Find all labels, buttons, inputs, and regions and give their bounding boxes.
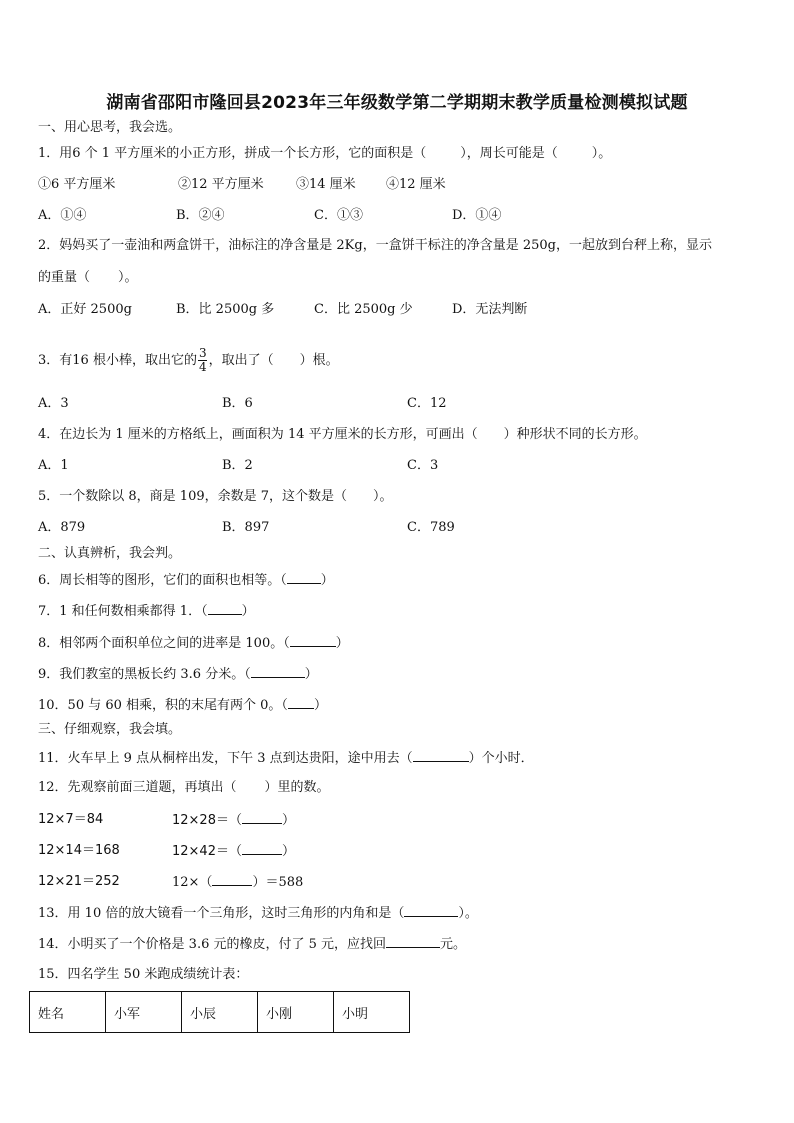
q1-item-1: ①6 平方厘米 bbox=[38, 177, 116, 192]
page-title: 湖南省邵阳市隆回县2023年三年级数学第二学期期末教学质量检测模拟试题 bbox=[106, 93, 688, 113]
q1-option-a[interactable]: A．①④ bbox=[38, 208, 87, 223]
q7-stem: 7．1 和任何数相乘都得 1．（ bbox=[38, 604, 208, 619]
q14-stem-b: 元。 bbox=[440, 937, 467, 952]
q3-option-c[interactable]: C．12 bbox=[407, 396, 447, 411]
q13-answer-blank[interactable] bbox=[404, 904, 458, 917]
section-2-heading: 二、认真辨析，我会判。 bbox=[38, 546, 182, 561]
q3-stem-a: 3．有16 根小棒，取出它的 bbox=[38, 353, 197, 368]
q8-end: ） bbox=[335, 636, 349, 651]
q12-fill-1-a: 12×28＝（ bbox=[172, 813, 242, 828]
q2-option-d[interactable]: D．无法判断 bbox=[452, 302, 528, 317]
q4-option-b[interactable]: B．2 bbox=[222, 458, 253, 473]
question-6 bbox=[38, 571, 334, 590]
table-header-cell: 小军 bbox=[106, 992, 182, 1033]
q11-stem-b: ）个小时． bbox=[468, 751, 534, 766]
q10-answer-blank[interactable] bbox=[288, 696, 314, 709]
q2-option-b[interactable]: B．比 2500g 多 bbox=[176, 302, 275, 317]
question-8 bbox=[38, 634, 349, 653]
q2-stem-line2-a: 的重量（ bbox=[38, 270, 91, 285]
question-4 bbox=[38, 426, 647, 444]
q1-item-4: ④12 厘米 bbox=[386, 177, 446, 192]
question-14 bbox=[38, 935, 466, 954]
q1-item-3: ③14 厘米 bbox=[296, 177, 356, 192]
question-3 bbox=[38, 347, 339, 374]
table-header-cell: 小刚 bbox=[258, 992, 334, 1033]
q7-end: ） bbox=[241, 604, 255, 619]
q2-stem-line2-b: ）。 bbox=[118, 270, 138, 285]
question-11 bbox=[38, 749, 534, 768]
q1-option-b[interactable]: B．②④ bbox=[176, 208, 225, 223]
table-row bbox=[30, 992, 410, 1033]
q1-item-2: ②12 平方厘米 bbox=[178, 177, 264, 192]
q12-fill-2 bbox=[172, 842, 295, 861]
q5-stem-b: ）。 bbox=[373, 489, 393, 504]
q12-fill-1-b: ） bbox=[281, 813, 295, 828]
q8-stem: 8．相邻两个面积单位之间的进率是 100。（ bbox=[38, 636, 290, 651]
q3-stem-b: ，取出了（ bbox=[208, 353, 274, 368]
section-1-heading: 一、用心思考，我会选。 bbox=[38, 120, 182, 135]
q12-fill-2-blank[interactable] bbox=[242, 842, 282, 855]
q8-answer-blank[interactable] bbox=[290, 634, 336, 647]
q4-stem-a: 4．在边长为 1 厘米的方格纸上，画面积为 14 平方厘米的长方形，可画出（ bbox=[38, 427, 478, 442]
q3-fraction bbox=[198, 347, 208, 374]
q2-option-c[interactable]: C．比 2500g 少 bbox=[314, 302, 413, 317]
q12-fill-1 bbox=[172, 811, 295, 830]
q5-option-a[interactable]: A．879 bbox=[38, 520, 86, 535]
q6-end: ） bbox=[320, 573, 334, 588]
q5-option-b[interactable]: B．897 bbox=[222, 520, 270, 535]
q12-fill-1-blank[interactable] bbox=[242, 811, 282, 824]
q13-stem-a: 13．用 10 倍的放大镜看一个三角形，这时三角形的内角和是（ bbox=[38, 906, 405, 921]
q2-stem-line2 bbox=[38, 269, 138, 287]
table-header-cell: 姓名 bbox=[30, 992, 106, 1033]
q1-option-c[interactable]: C．①③ bbox=[314, 208, 363, 223]
q12-fill-3-a: 12×（ bbox=[172, 875, 213, 890]
section-3-heading: 三、仔细观察，我会填。 bbox=[38, 722, 182, 737]
q4-option-a[interactable]: A．1 bbox=[38, 458, 69, 473]
q4-stem-b: ）种形状不同的长方形。 bbox=[503, 427, 647, 442]
question-7 bbox=[38, 602, 255, 621]
q3-option-b[interactable]: B．6 bbox=[222, 396, 253, 411]
q9-answer-blank[interactable] bbox=[251, 665, 305, 678]
q1-stem-c: ）。 bbox=[591, 146, 612, 161]
q12-example-2: 12×14＝168 bbox=[38, 843, 120, 858]
q3-option-a[interactable]: A．3 bbox=[38, 396, 69, 411]
q12-example-3: 12×21＝252 bbox=[38, 874, 120, 889]
table-header-cell: 小明 bbox=[334, 992, 410, 1033]
q5-stem-a: 5．一个数除以 8，商是 109，余数是 7，这个数是（ bbox=[38, 489, 348, 504]
q3-fraction-denominator: 4 bbox=[198, 360, 207, 374]
score-table bbox=[29, 991, 410, 1033]
q9-end: ） bbox=[304, 667, 318, 682]
question-12 bbox=[38, 779, 330, 797]
q12-fill-2-a: 12×42＝（ bbox=[172, 844, 242, 859]
q14-stem-a: 14．小明买了一个价格是 3.6 元的橡皮，付了 5 元，应找回 bbox=[38, 937, 387, 952]
question-15: 15．四名学生 50 米跑成绩统计表： bbox=[38, 967, 249, 982]
question-9 bbox=[38, 665, 318, 684]
q10-stem: 10．50 与 60 相乘，积的末尾有两个 0。（ bbox=[38, 698, 288, 713]
q1-stem-b: ），周长可能是（ bbox=[460, 146, 558, 161]
q9-stem: 9．我们教室的黑板长约 3.6 分米。（ bbox=[38, 667, 251, 682]
q11-stem-a: 11．火车早上 9 点从桐梓出发，下午 3 点到达贵阳，途中用去（ bbox=[38, 751, 413, 766]
q12-fill-3-blank[interactable] bbox=[212, 873, 252, 886]
q12-fill-3 bbox=[172, 873, 303, 892]
q11-answer-blank[interactable] bbox=[413, 749, 469, 762]
q12-fill-2-b: ） bbox=[281, 844, 295, 859]
q13-stem-b: ）。 bbox=[458, 906, 478, 921]
q2-stem-line1: 2．妈妈买了一壶油和两盒饼干，油标注的净含量是 2Kg，一盒饼干标注的净含量是 250g，一起放到台秤上称，显示 bbox=[38, 238, 712, 253]
question-5 bbox=[38, 488, 393, 506]
q10-end: ） bbox=[313, 698, 327, 713]
q2-option-a[interactable]: A．正好 2500g bbox=[38, 302, 132, 317]
q12-stem-a: 12．先观察前面三道题，再填出（ bbox=[38, 780, 237, 795]
q5-option-c[interactable]: C．789 bbox=[407, 520, 455, 535]
question-10 bbox=[38, 696, 327, 715]
question-1 bbox=[38, 145, 611, 163]
q4-option-c[interactable]: C．3 bbox=[407, 458, 439, 473]
question-13 bbox=[38, 904, 478, 923]
q1-stem-a: 1．用6 个 1 平方厘米的小正方形，拼成一个长方形，它的面积是（ bbox=[38, 146, 427, 161]
q14-answer-blank[interactable] bbox=[386, 935, 440, 948]
q6-stem: 6．周长相等的图形，它们的面积也相等。（ bbox=[38, 573, 287, 588]
q1-option-d[interactable]: D．①④ bbox=[452, 208, 502, 223]
q12-fill-3-b: ）＝588 bbox=[252, 875, 304, 890]
q12-example-1: 12×7＝84 bbox=[38, 812, 104, 827]
q12-stem-b: ）里的数。 bbox=[264, 780, 330, 795]
q3-fraction-numerator: 3 bbox=[198, 346, 207, 360]
q6-answer-blank[interactable] bbox=[287, 571, 321, 584]
q3-stem-c: ）根。 bbox=[299, 353, 339, 368]
q7-answer-blank[interactable] bbox=[208, 602, 242, 615]
table-header-cell: 小辰 bbox=[182, 992, 258, 1033]
